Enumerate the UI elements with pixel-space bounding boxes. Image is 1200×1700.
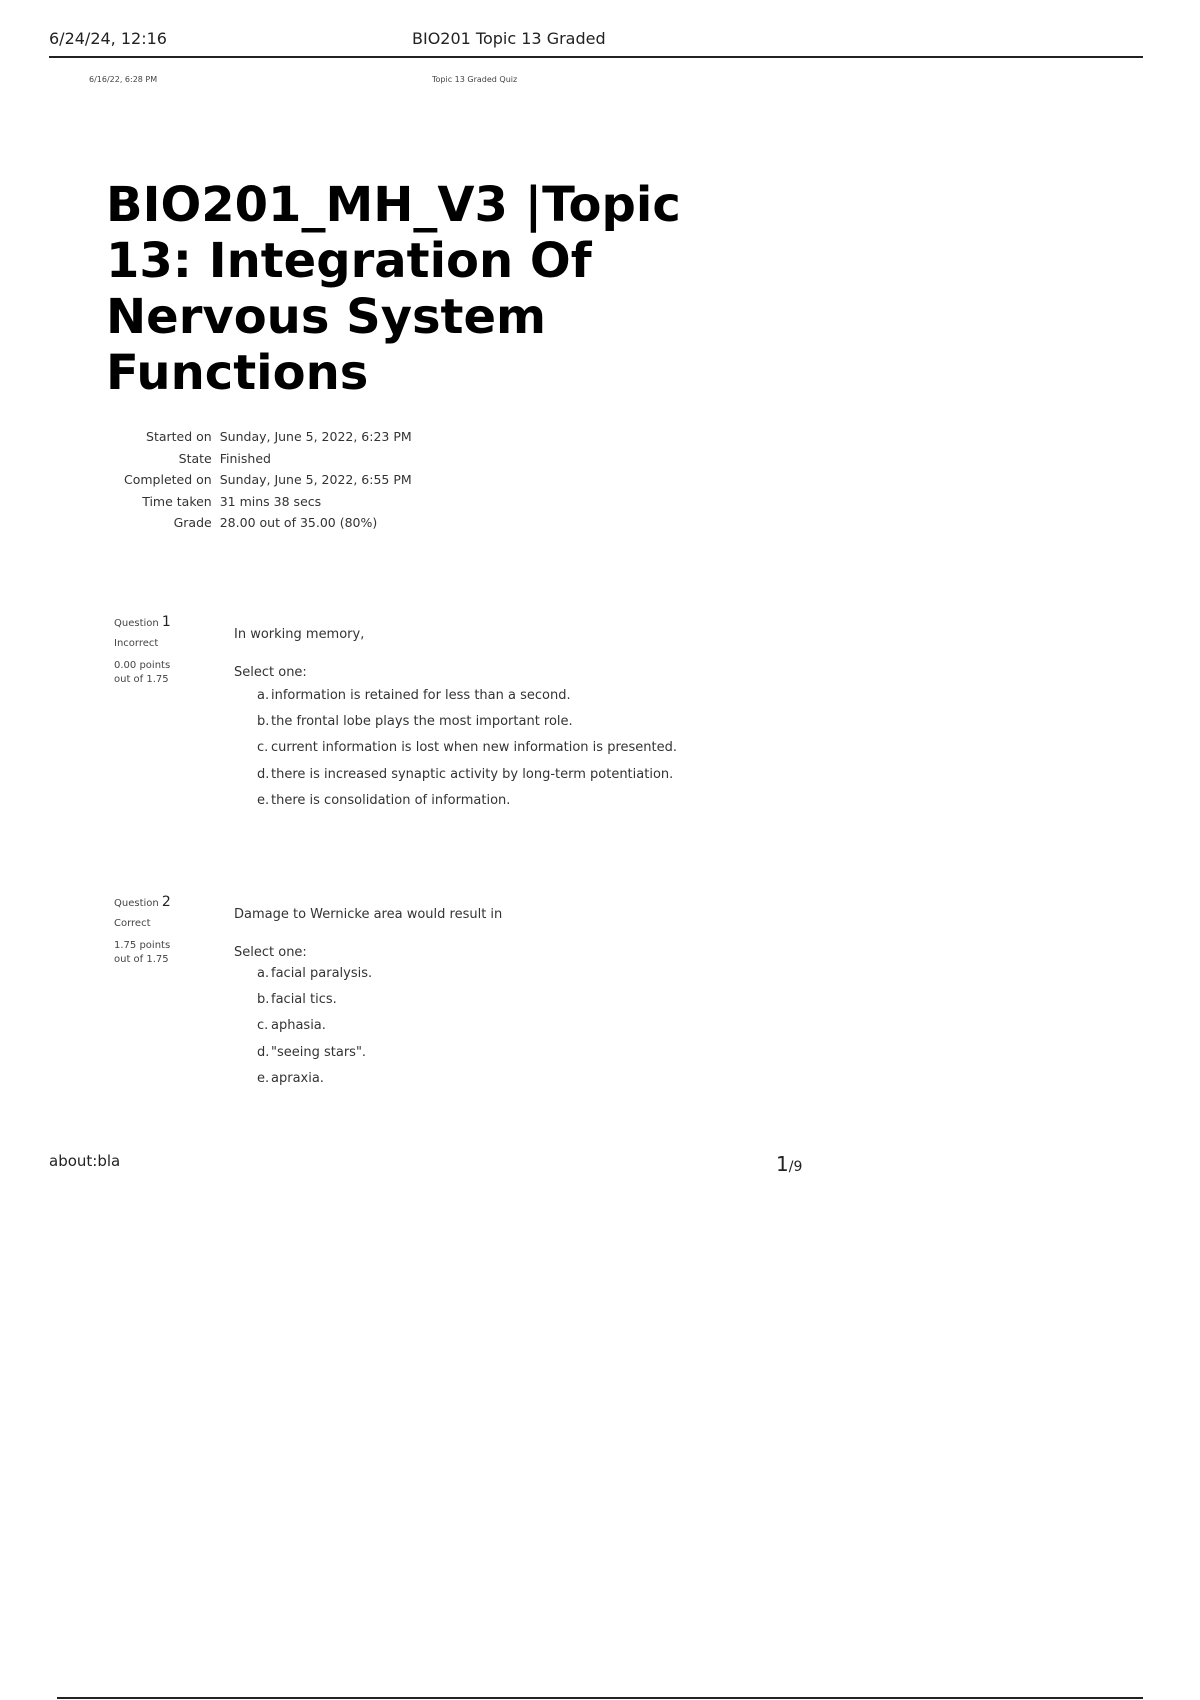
option-letter: b. <box>257 714 270 730</box>
question-out-of: out of 1.75 <box>114 674 169 685</box>
option-text: facial paralysis. <box>271 966 373 981</box>
summary-value: 31 mins 38 secs <box>219 493 322 509</box>
summary-row <box>120 512 416 534</box>
option-letter: c. <box>257 740 269 756</box>
option-text: there is increased synaptic activity by long-term potentiation. <box>271 766 674 782</box>
answer-options <box>257 687 677 818</box>
option-letter: d. <box>257 1044 270 1060</box>
answer-option[interactable] <box>257 991 372 1017</box>
summary-value: Sunday, June 5, 2022, 6:23 PM <box>219 429 412 445</box>
question-number-line <box>114 895 171 911</box>
answer-option[interactable] <box>257 739 677 765</box>
option-text: there is consolidation of information. <box>271 792 511 808</box>
question-state: Correct <box>114 918 151 929</box>
question-state: Incorrect <box>114 638 159 649</box>
attempt-summary <box>120 426 416 534</box>
select-one-label: Select one: <box>234 665 307 680</box>
page-total: /9 <box>788 1159 803 1175</box>
inner-header-title: Topic 13 Graded Quiz <box>432 75 518 84</box>
question-points: 1.75 points <box>114 940 171 951</box>
summary-value: Finished <box>219 450 271 466</box>
option-text: facial tics. <box>271 992 337 1008</box>
question-number: 1 <box>161 614 171 630</box>
page-current: 1 <box>776 1152 789 1176</box>
option-letter: b. <box>257 992 270 1008</box>
question-points: 0.00 points <box>114 660 171 671</box>
answer-option[interactable] <box>257 1017 372 1043</box>
option-letter: c. <box>257 1018 269 1034</box>
summary-row <box>120 448 416 470</box>
question-label: Question <box>114 898 159 909</box>
summary-label: Completed on <box>124 472 212 488</box>
question-text: In working memory, <box>234 627 365 642</box>
option-letter: d. <box>257 766 270 782</box>
option-text: aphasia. <box>271 1018 326 1034</box>
select-one-label: Select one: <box>234 945 307 960</box>
question-number: 2 <box>161 894 171 910</box>
summary-label: State <box>178 450 212 466</box>
question-info <box>114 615 171 687</box>
question-info <box>114 895 171 967</box>
header-rule <box>49 56 1143 58</box>
question-label: Question <box>114 618 159 629</box>
option-text: apraxia. <box>271 1070 324 1086</box>
summary-row <box>120 469 416 491</box>
option-text: current information is lost when new information is presented. <box>271 740 677 756</box>
option-letter: a. <box>257 966 270 981</box>
summary-row <box>120 491 416 513</box>
answer-options <box>257 965 372 1096</box>
bottom-rule <box>57 1697 1143 1699</box>
answer-option[interactable] <box>257 687 677 713</box>
summary-value: Sunday, June 5, 2022, 6:55 PM <box>219 472 412 488</box>
answer-option[interactable] <box>257 965 372 991</box>
question-text: Damage to Wernicke area would result in <box>234 907 503 922</box>
summary-label: Time taken <box>142 493 212 509</box>
print-header-date: 6/24/24, 12:16 <box>49 29 167 48</box>
question-number-line <box>114 615 171 631</box>
summary-label: Started on <box>146 429 212 445</box>
answer-option[interactable] <box>257 766 677 792</box>
option-letter: e. <box>257 1070 270 1086</box>
print-header-title: BIO201 Topic 13 Graded <box>412 29 606 48</box>
option-text: "seeing stars". <box>271 1044 367 1060</box>
option-text: information is retained for less than a second. <box>271 688 571 703</box>
footer-url: about:bla <box>49 1152 121 1170</box>
answer-option[interactable] <box>257 1070 372 1096</box>
summary-value: 28.00 out of 35.00 (80%) <box>219 515 378 531</box>
answer-option[interactable] <box>257 792 677 818</box>
option-letter: a. <box>257 688 270 703</box>
page-number <box>776 1152 802 1176</box>
answer-option[interactable] <box>257 1044 372 1070</box>
summary-label: Grade <box>173 515 212 531</box>
answer-option[interactable] <box>257 713 677 739</box>
option-text: the frontal lobe plays the most important role. <box>271 714 573 730</box>
inner-header-date: 6/16/22, 6:28 PM <box>89 75 158 84</box>
page-title: BIO201_MH_V3 |Topic 13: Integration Of Nervous System Functions <box>106 177 681 401</box>
option-letter: e. <box>257 792 270 808</box>
question-out-of: out of 1.75 <box>114 954 169 965</box>
summary-row <box>120 426 416 448</box>
